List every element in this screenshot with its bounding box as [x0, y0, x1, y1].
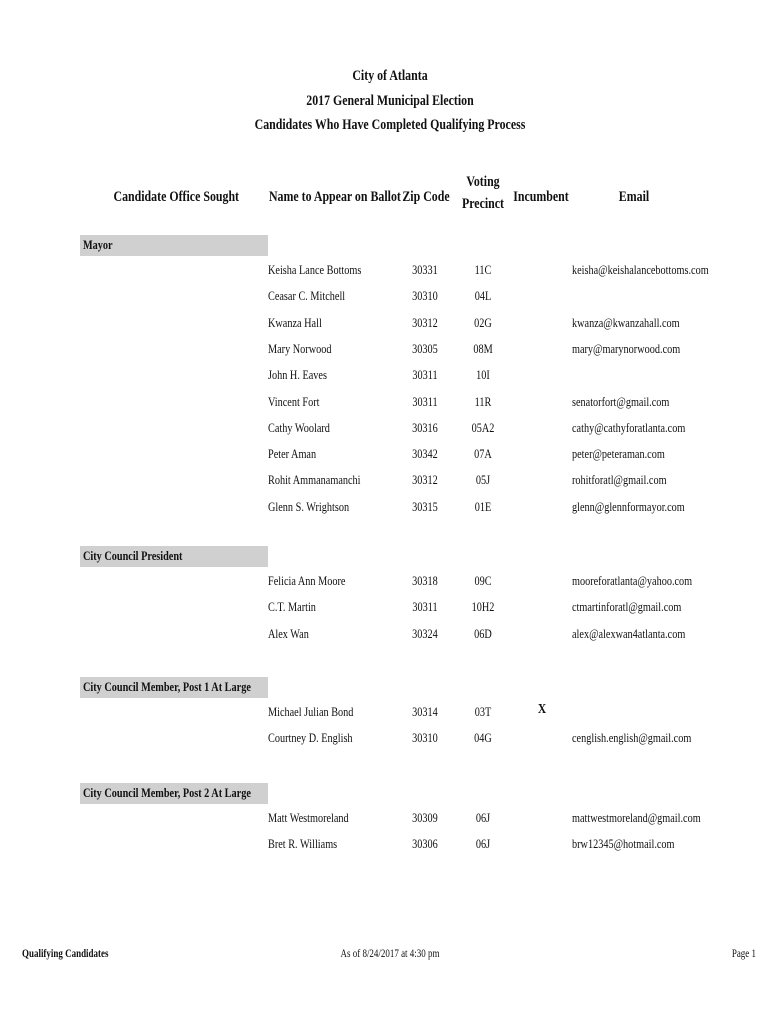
candidate-name: Kwanza Hall: [268, 315, 322, 330]
candidate-zip: 30331: [412, 263, 438, 277]
title-city: City of Atlanta: [352, 68, 428, 84]
candidate-zip: 30324: [412, 626, 438, 641]
candidate-email: mattwestmoreland@gmail.com: [572, 811, 701, 825]
candidate-zip: 30315: [412, 499, 438, 514]
candidate-zip: 30306: [412, 837, 438, 852]
candidate-zip: 30312: [412, 473, 438, 488]
candidate-email: rohitforatl@gmail.com: [572, 473, 667, 488]
footer-page-number: Page 1: [731, 948, 756, 960]
candidate-email: brw12345@hotmail.com: [572, 837, 675, 852]
candidate-name: Keisha Lance Bottoms: [268, 263, 362, 277]
candidate-precinct: 04L: [474, 289, 492, 304]
candidate-email: mooreforatlanta@yahoo.com: [572, 574, 693, 588]
candidate-email: glenn@glennformayor.com: [572, 499, 685, 514]
candidate-precinct: 01E: [474, 499, 492, 514]
candidate-name: Rohit Ammanamanchi: [268, 473, 361, 488]
candidate-email: ctmartinforatl@gmail.com: [572, 600, 682, 615]
candidate-precinct: 06J: [475, 811, 491, 825]
candidate-email: kwanza@kwanzahall.com: [572, 315, 680, 330]
candidate-name: Felicia Ann Moore: [268, 574, 346, 588]
candidate-email: peter@peteraman.com: [572, 447, 665, 462]
candidate-email: cenglish.english@gmail.com: [572, 731, 692, 746]
title-description: Candidates Who Have Completed Qualifying Process: [254, 117, 526, 133]
candidate-zip: 30314: [412, 705, 438, 719]
candidate-zip: 30310: [412, 289, 438, 304]
header-office: Candidate Office Sought: [113, 189, 240, 205]
header-email: Email: [618, 189, 650, 205]
candidate-email: mary@marynorwood.com: [572, 341, 681, 356]
candidate-name: Peter Aman: [268, 447, 317, 462]
candidate-precinct: 04G: [474, 731, 492, 746]
candidate-zip: 30312: [412, 315, 438, 330]
section-office-label: City Council Member, Post 1 At Large: [83, 680, 251, 694]
candidate-email: cathy@cathyforatlanta.com: [572, 420, 686, 435]
section-office-label: City Council Member, Post 2 At Large: [83, 786, 251, 800]
candidate-email: keisha@keishalancebottoms.com: [572, 263, 709, 277]
section-office-label: Mayor: [83, 238, 113, 252]
candidate-precinct: 05J: [475, 473, 491, 488]
candidate-precinct: 05A2: [471, 420, 495, 435]
candidate-name: Bret R. Williams: [268, 837, 338, 852]
candidate-precinct: 11C: [474, 263, 492, 277]
candidate-name: Michael Julian Bond: [268, 705, 354, 719]
candidate-name: Vincent Fort: [268, 394, 320, 409]
candidate-precinct: 08M: [473, 341, 493, 356]
candidate-zip: 30342: [412, 447, 438, 462]
candidate-name: Cathy Woolard: [268, 420, 330, 435]
candidate-zip: 30311: [412, 600, 438, 615]
candidate-precinct: 11R: [474, 394, 492, 409]
candidate-precinct: 09C: [474, 574, 492, 588]
candidate-precinct: 10I: [476, 368, 490, 383]
candidate-email: alex@alexwan4atlanta.com: [572, 626, 686, 641]
candidate-precinct: 02G: [474, 315, 492, 330]
header-voting-line1: Voting: [466, 174, 500, 190]
footer-left: Qualifying Candidates: [22, 948, 109, 960]
header-incumbent: Incumbent: [513, 189, 569, 205]
document-title: [70, 64, 710, 138]
candidate-name: Ceasar C. Mitchell: [268, 289, 346, 304]
candidate-name: C.T. Martin: [268, 600, 316, 615]
candidate-zip: 30310: [412, 731, 438, 746]
candidate-name: Glenn S. Wrightson: [268, 499, 350, 514]
candidate-precinct: 03T: [474, 705, 492, 719]
candidate-zip: 30311: [412, 394, 438, 409]
candidate-precinct: 06D: [474, 626, 492, 641]
candidate-name: Courtney D. English: [268, 731, 353, 746]
candidate-zip: 30305: [412, 341, 438, 356]
footer-date: As of 8/24/2017 at 4:30 pm: [340, 948, 440, 960]
candidate-email: senatorfort@gmail.com: [572, 394, 670, 409]
candidate-zip: 30318: [412, 574, 438, 588]
header-zip: Zip Code: [402, 189, 450, 205]
candidate-name: John H. Eaves: [268, 368, 327, 383]
header-voting-line2: Precinct: [461, 196, 505, 212]
candidate-name: Alex Wan: [268, 626, 309, 641]
candidate-name: Matt Westmoreland: [268, 811, 349, 825]
header-name: Name to Appear on Ballot: [268, 189, 401, 205]
candidate-precinct: 10H2: [471, 600, 495, 615]
candidate-zip: 30316: [412, 420, 438, 435]
candidate-incumbent: X: [537, 702, 547, 717]
header-voting-precinct: [458, 171, 509, 215]
candidate-zip: 30309: [412, 811, 438, 825]
title-election: 2017 General Municipal Election: [306, 92, 474, 109]
section-office-label: City Council President: [83, 549, 183, 563]
candidate-precinct: 06J: [475, 837, 491, 852]
candidate-name: Mary Norwood: [268, 341, 332, 356]
candidate-precinct: 07A: [474, 447, 492, 462]
candidate-zip: 30311: [412, 368, 438, 383]
